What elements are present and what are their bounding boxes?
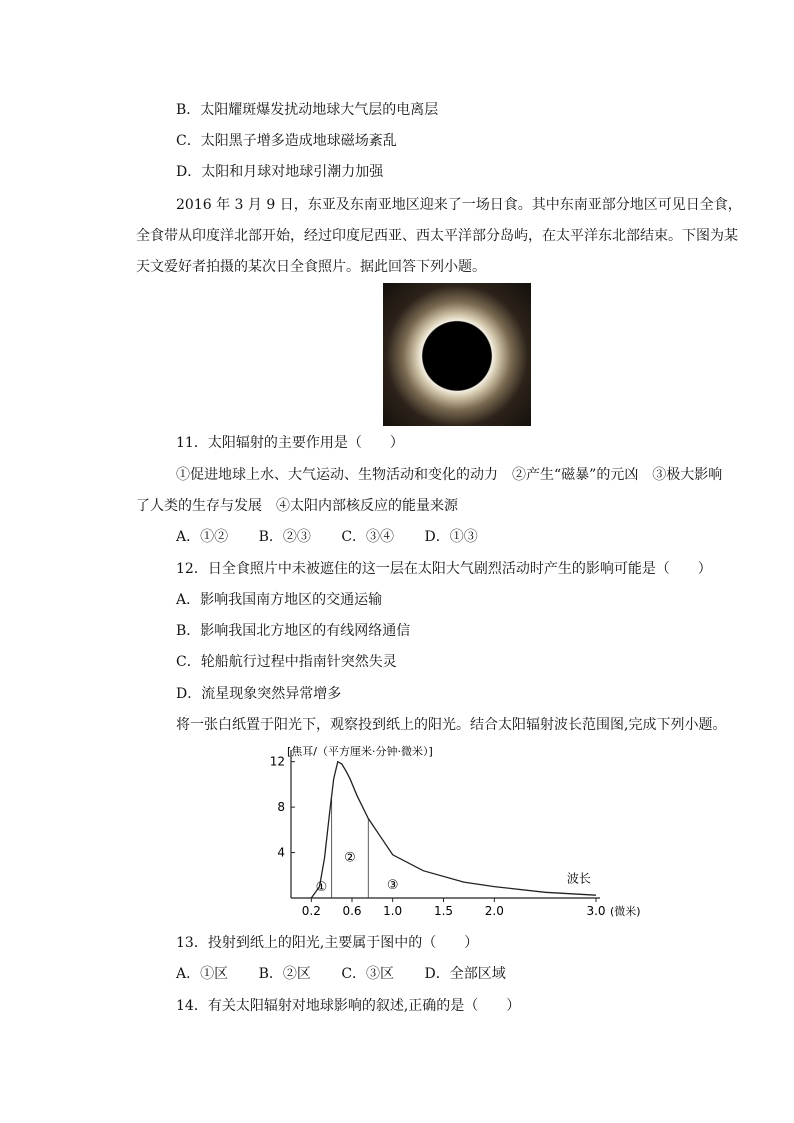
question-11-statements-1: ①促进地球上水、大气运动、生物活动和变化的动力 ②产生“磁暴”的元凶 ③极大影响 bbox=[176, 467, 723, 483]
q12-option-d[interactable]: D．流星现象突然异常增多 bbox=[176, 686, 342, 702]
q12-option-b[interactable]: B．影响我国北方地区的有线网络通信 bbox=[176, 623, 411, 639]
y-tick-label-0: 4 bbox=[277, 845, 285, 860]
question-12: 12．日全食照片中未被遮住的这一层在太阳大气剧烈活动时产生的影响可能是（ ） bbox=[176, 561, 712, 577]
y-tick-label-2: 12 bbox=[270, 754, 285, 769]
passage-line-4: 将一张白纸置于阳光下，观察投到纸上的阳光。结合太阳辐射波长范围图,完成下列小题。 bbox=[176, 717, 727, 733]
region-label-2: ② bbox=[344, 850, 356, 866]
option-d-previous: D．太阳和月球对地球引潮力加强 bbox=[176, 164, 384, 180]
y-tick-label-1: 8 bbox=[277, 800, 285, 815]
question-11-statements-2: 了人类的生存与发展 ④太阳内部核反应的能量来源 bbox=[136, 498, 458, 514]
x-tick-label-2: 1.0 bbox=[383, 904, 403, 918]
radiation-curve bbox=[311, 762, 596, 898]
q13-option-c[interactable]: C．③区 bbox=[341, 966, 395, 982]
solar-eclipse-photo bbox=[383, 283, 531, 426]
question-14: 14．有关太阳辐射对地球影响的叙述,正确的是（ ） bbox=[176, 998, 521, 1014]
x-axis-label: 波长 bbox=[566, 871, 591, 886]
passage-line-1: 2016 年 3 月 9 日，东亚及东南亚地区迎来了一场日食。其中东南亚部分地区可见日全食， bbox=[176, 197, 742, 213]
solar-radiation-wavelength-chart bbox=[270, 745, 680, 925]
option-b-previous: B．太阳耀斑爆发扰动地球大气层的电离层 bbox=[176, 102, 439, 118]
passage-line-3: 天文爱好者拍摄的某次日全食照片。据此回答下列小题。 bbox=[136, 259, 486, 275]
option-c-previous: C．太阳黑子增多造成地球磁场紊乱 bbox=[176, 133, 397, 149]
question-13-options bbox=[176, 964, 532, 984]
x-tick-label-0: 0.2 bbox=[301, 904, 321, 918]
q12-option-c[interactable]: C．轮船航行过程中指南针突然失灵 bbox=[176, 654, 397, 670]
q12-option-a[interactable]: A．影响我国南方地区的交通运输 bbox=[176, 592, 383, 608]
q13-option-b[interactable]: B．②区 bbox=[258, 966, 311, 982]
question-11-options bbox=[176, 527, 504, 547]
region-label-1: ① bbox=[315, 880, 328, 896]
q11-option-a[interactable]: A．①② bbox=[176, 529, 229, 545]
passage-line-2: 全食带从印度洋北部开始，经过印度尼西亚、西太平洋部分岛屿，在太平洋东北部结束。下图为某 bbox=[136, 228, 738, 244]
question-13: 13．投射到纸上的阳光,主要属于图中的（ ） bbox=[176, 935, 479, 951]
region-label-3: ③ bbox=[386, 877, 399, 893]
x-tick-label-5: 3.0 bbox=[586, 904, 606, 918]
question-11: 11．太阳辐射的主要作用是（ ） bbox=[176, 435, 404, 451]
x-unit-label: (微米) bbox=[610, 905, 641, 918]
q13-option-d[interactable]: D．全部区域 bbox=[424, 966, 506, 982]
q13-option-a[interactable]: A．①区 bbox=[176, 966, 229, 982]
x-tick-label-1: 0.6 bbox=[342, 904, 362, 918]
q11-option-c[interactable]: C．③④ bbox=[341, 529, 395, 545]
y-axis-label: [焦耳/（平方厘米·分钟·微米）] bbox=[287, 745, 433, 758]
x-tick-label-4: 2.0 bbox=[484, 904, 504, 918]
x-tick-label-3: 1.5 bbox=[433, 904, 454, 918]
q11-option-b[interactable]: B．②③ bbox=[258, 529, 311, 545]
q11-option-d[interactable]: D．①③ bbox=[424, 529, 478, 545]
